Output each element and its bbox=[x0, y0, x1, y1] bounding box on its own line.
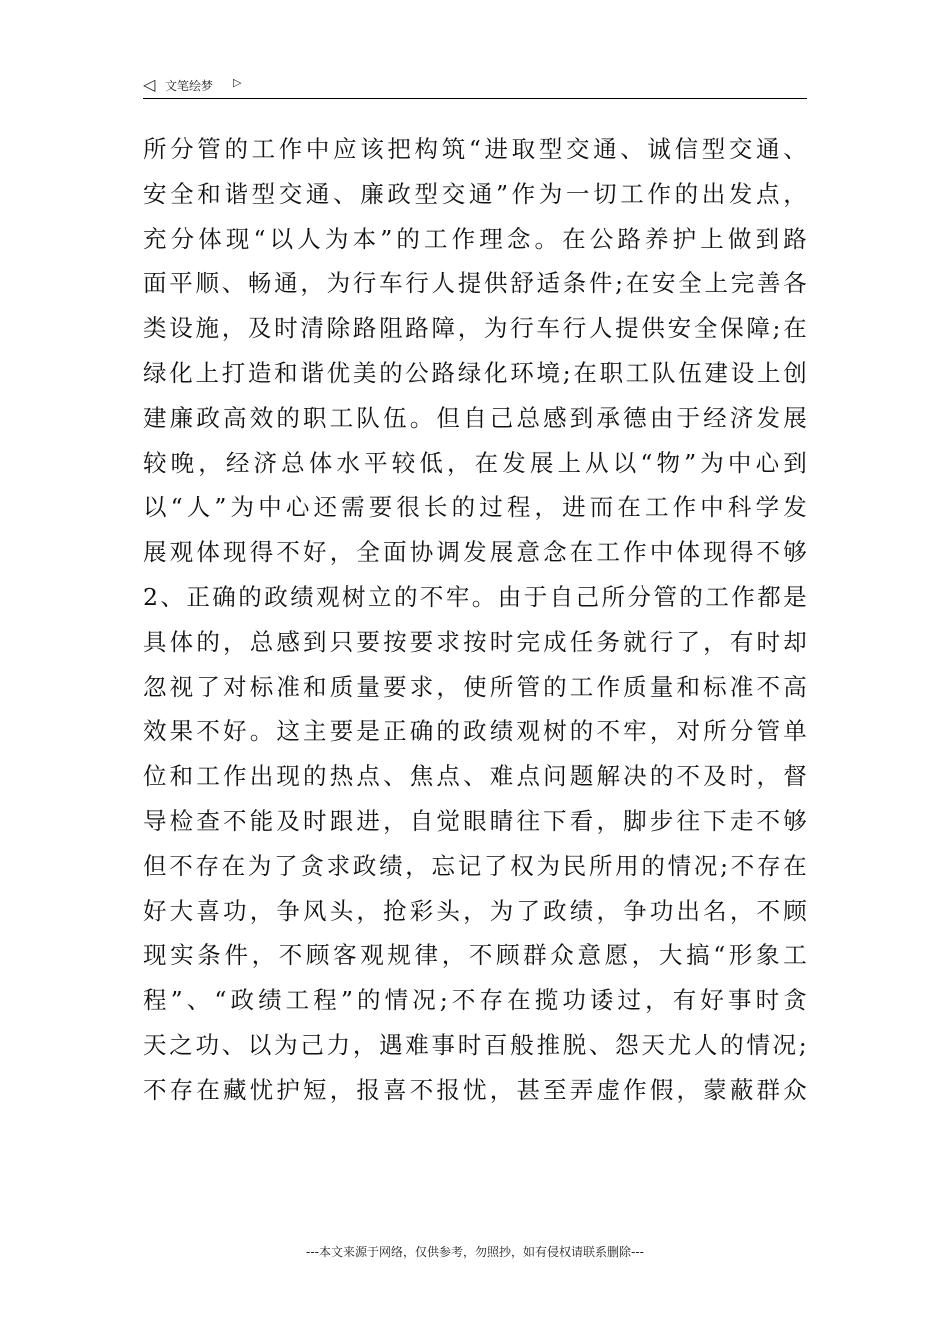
body-line: 建廉政高效的职工队伍。但自己总感到承德由于经济发展 bbox=[143, 403, 807, 432]
document-body bbox=[143, 127, 813, 1113]
body-line: 位和工作出现的热点、焦点、难点问题解决的不及时，督 bbox=[143, 762, 807, 791]
body-line: 好大喜功，争风头，抢彩头，为了政绩，争功出名，不顾 bbox=[143, 896, 807, 925]
body-line: 充分体现“以人为本”的工作理念。在公路养护上做到路 bbox=[143, 224, 807, 253]
body-line: 忽视了对标准和质量要求，使所管的工作质量和标准不高 bbox=[143, 672, 807, 701]
body-line: 安全和谐型交通、廉政型交通”作为一切工作的出发点， bbox=[143, 179, 807, 208]
body-line: 面平顺、畅通，为行车行人提供舒适条件;在安全上完善各 bbox=[143, 269, 807, 298]
body-line: 类设施，及时清除路阻路障，为行车行人提供安全保障;在 bbox=[143, 314, 807, 343]
body-line: 程”、“政绩工程”的情况;不存在揽功诿过，有好事时贪 bbox=[143, 986, 807, 1015]
body-line: 但不存在为了贪求政绩，忘记了权为民所用的情况;不存在 bbox=[143, 851, 807, 880]
body-line: 绿化上打造和谐优美的公路绿化环境;在职工队伍建设上创 bbox=[143, 358, 807, 387]
left-triangle-icon: ◁ bbox=[143, 75, 156, 94]
body-line: 现实条件，不顾客观规律，不顾群众意愿，大搞“形象工 bbox=[143, 941, 807, 970]
body-line: 较晚，经济总体水平较低，在发展上从以“物”为中心到 bbox=[143, 448, 807, 477]
page-header bbox=[143, 74, 807, 99]
body-line: 具体的，总感到只要按要求按时完成任务就行了，有时却 bbox=[143, 627, 807, 656]
footer-disclaimer: ---本文来源于网络，仅供参考，勿照抄，如有侵权请联系删除--- bbox=[306, 1245, 644, 1259]
body-line: 2、正确的政绩观树立的不牢。由于自己所分管的工作都是 bbox=[143, 582, 807, 611]
body-line: 效果不好。这主要是正确的政绩观树的不牢，对所分管单 bbox=[143, 717, 807, 746]
body-line: 导检查不能及时跟进，自觉眼睛往下看，脚步往下走不够 bbox=[143, 806, 807, 835]
body-line: 以“人”为中心还需要很长的过程，进而在工作中科学发 bbox=[143, 493, 807, 522]
body-line: 不存在藏忧护短，报喜不报忧，甚至弄虚作假，蒙蔽群众 bbox=[143, 1075, 807, 1104]
right-triangle-icon: ▷ bbox=[233, 76, 242, 89]
body-line: 所分管的工作中应该把构筑“进取型交通、诚信型交通、 bbox=[143, 135, 807, 163]
header-title: 文笔绘梦 bbox=[165, 79, 214, 93]
body-line: 展观体现得不好，全面协调发展意念在工作中体现得不够 bbox=[143, 538, 807, 567]
body-line: 天之功、以为己力，遇难事时百般推脱、怨天尤人的情况; bbox=[143, 1030, 807, 1059]
